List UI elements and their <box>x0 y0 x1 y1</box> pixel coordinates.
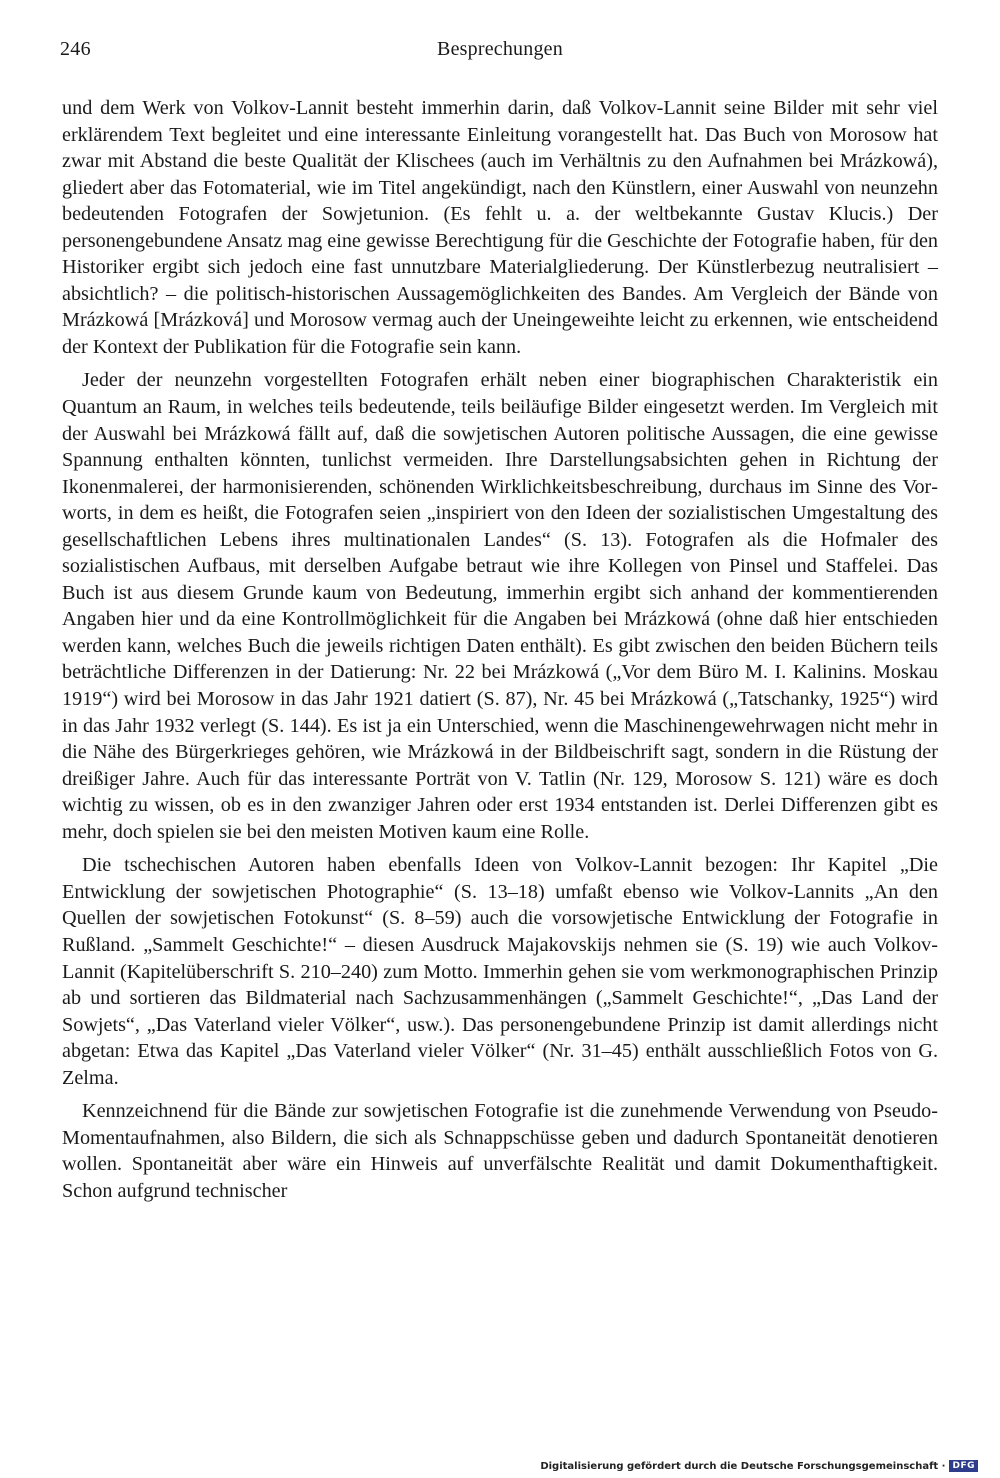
credit-text: Digitalisierung gefördert durch die Deutsche Forschungsgemeinschaft · <box>540 1460 946 1472</box>
body-text <box>62 95 938 1204</box>
page-header <box>60 38 940 68</box>
paragraph-1: und dem Werk von Volkov-Lannit besteht immerhin darin, daß Volkov-Lannit seine Bilder mit sehr viel erklärendem Text begleitet und eine interessante Einleitung vorangestellt hat. Das Buch von Morosow hat zwar mit Abstand die beste Qualität der Klischees (auch im Verhältnis zu den Aufnahmen bei Mrázkowá), gliedert aber das Fotomaterial, wie im Titel angekündigt, nach den Künstlern, einer Auswahl von neunzehn bedeutenden Fotografen der Sowjetunion. (Es fehlt u. a. der weltbekannte Gustav Klucis.) Der personengebundene Ansatz mag eine gewisse Berechtigung für die Geschichte der Fotografie haben, für den Historiker ergibt sich jedoch eine fast unnutzbare Materialgliederung. Der Künstlerbezug neutralisiert – absichtlich? – die politisch-historischen Aussagemöglichkeiten des Bandes. Am Vergleich der Bände von Mrázkowá [Mrázková] und Morosow vermag auch der Uneingeweihte leicht zu erkennen, wie entscheidend der Kontext der Publikation für die Fotografie sein kann. <box>62 97 938 358</box>
paragraph-4: Kennzeichnend für die Bände zur sowjetischen Fotografie ist die zunehmende Verwendung von Pseudo-Momentaufnahmen, also Bildern, die sich als Schnappschüsse geben und dadurch Spontaneität denotieren wollen. Spontaneität aber wäre ein Hinweis auf unverfälschte Realität und damit Dokumenthaftigkeit. Schon aufgrund technischer <box>62 1100 938 1202</box>
running-head: Besprechungen <box>437 38 563 60</box>
page-number: 246 <box>60 38 91 60</box>
paragraph-3: Die tschechischen Autoren haben ebenfalls Ideen von Volkov-Lannit bezogen: Ihr Kapitel „Die Entwicklung der sowjetischen Photographie“ (S. 13–18) umfaßt ebenso wie Volkov-Lannits „An den Quellen der sowjetischen Fotokunst“ (S. 8–59) auch die vorsowjetische Entwicklung der Fotografie in Rußland. „Sammelt Geschichte!“ – diesen Ausdruck Majakovskijs nehmen sie (S. 19) wie auch Volkov-Lannit (Kapitelüberschrift S. 210–240) zum Motto. Immerhin gehen sie vom werkmonographischen Prinzip ab und sortieren das Bildmaterial nach Sachzusammenhängen („Sammelt Geschichte!“, „Das Land der Sowjets“, „Das Vaterland vieler Völker“, usw.). Das personengebundene Prinzip ist damit allerdings nicht abgetan: Etwa das Kapitel „Das Vaterland vieler Völker“ (Nr. 31–45) enthält ausschließlich Fotos von G. Zelma. <box>62 854 938 1089</box>
dfg-logo: DFG <box>949 1460 978 1472</box>
digitization-credit <box>540 1460 978 1472</box>
paragraph-2: Jeder der neunzehn vorgestellten Fotografen erhält neben einer biographischen Charakteristik ein Quantum an Raum, in welches teils bedeutende, teils beiläufige Bilder eingesetzt werden. Im Vergleich mit der Auswahl bei Mrázkowá fällt auf, daß die sowjetischen Autoren politische Aussagen, die eine gewisse Spannung enthalten könnten, tunlichst vermeiden. Ihre Darstellungsabsichten gehen in Richtung der Ikonenmalerei, der harmonisierenden, schönenden Wirklichkeitsbeschreibung, durchaus im Sinne des Vorworts, in dem es heißt, die Fotografen seien „inspiriert von den Ideen der sozialistischen Umgestaltung des gesellschaftlichen Lebens ihres multinationalen Landes“ (S. 13). Fotografen als die Hofmaler des sozialistischen Aufbaus, mit derselben Aufgabe betraut wie ihre Kollegen von Pinsel und Staffelei. Das Buch ist aus diesem Grunde kaum von Bedeutung, immerhin ergibt sich anhand der kommentierenden Angaben hier und da eine Kontrollmöglichkeit für die Angaben bei Mrázkowá (ohne daß hier entschieden werden kann, welches Buch die jeweils richtigen Daten enthält). Es gibt zwischen den beiden Büchern teils beträchtliche Differenzen in der Datierung: Nr. 22 bei Mrázkowá („Vor dem Büro M. I. Kalinins. Moskau 1919“) wird bei Morosow in das Jahr 1921 datiert (S. 87), Nr. 45 bei Mrázkowá („Tatschanky, 1925“) wird in das Jahr 1932 verlegt (S. 144). Es ist ja ein Unterschied, wenn die Maschinengewehrwagen nicht mehr in die Nähe des Bürgerkrieges gehören, wie Mrázkowá in der Bildbeischrift sagt, sondern in die Rüstung der dreißiger Jahre. Auch für das interessante Porträt von V. Tatlin (Nr. 129, Morosow S. 121) wäre es doch wichtig zu wissen, ob es in den zwanziger Jahren oder erst 1934 entstanden ist. Derlei Differenzen gibt es mehr, doch spielen sie bei den meisten Motiven kaum eine Rolle. <box>62 369 938 843</box>
